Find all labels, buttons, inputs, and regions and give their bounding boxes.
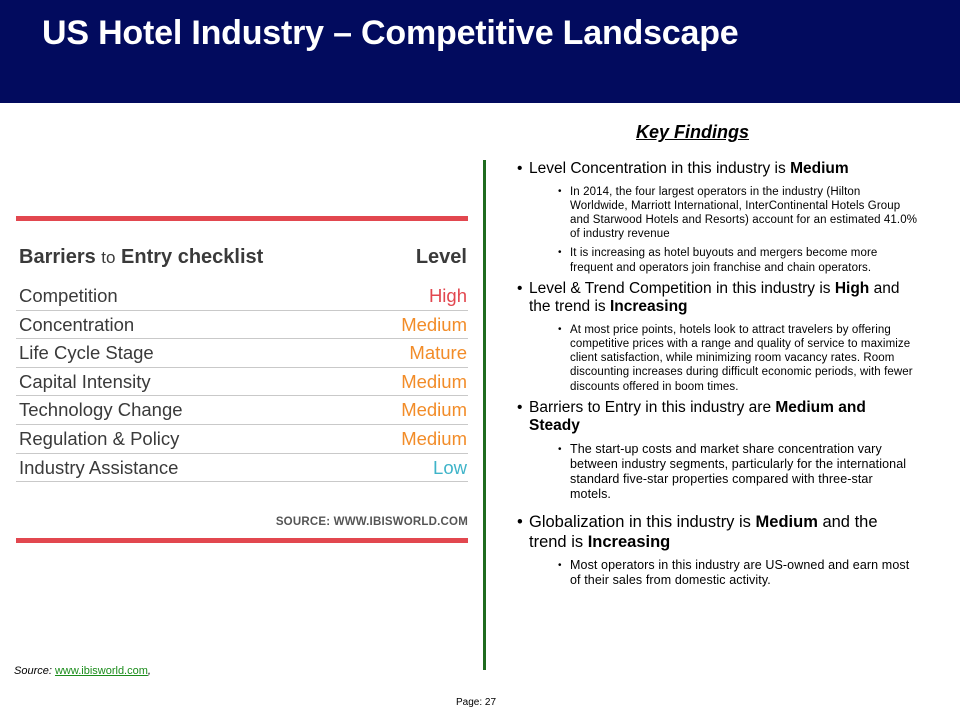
key-findings-list — [517, 160, 917, 593]
row-factor: Concentration — [19, 313, 135, 335]
checklist-row — [16, 339, 468, 368]
vertical-divider — [483, 160, 486, 670]
finding-sub: • In 2014, the four largest operators in the industry (Hilton Worldwide, Marriott International, InterContinental Hotels Group and Starwood Hotels and Resorts) account for an estimated 41.0% of industry revenue — [558, 185, 917, 242]
title-banner — [0, 0, 960, 103]
checklist-row — [16, 368, 468, 397]
row-level: Mature — [409, 342, 467, 364]
row-factor: Life Cycle Stage — [19, 342, 154, 364]
checklist-rows — [16, 282, 468, 482]
source-note: Source: www.ibisworld.com, — [14, 665, 151, 677]
row-level: Medium — [401, 370, 467, 392]
checklist-row — [16, 454, 468, 483]
panel-bottom-rule — [16, 538, 468, 543]
finding-concentration: • Level Concentration in this industry is Medium — [517, 160, 917, 179]
row-factor: Regulation & Policy — [19, 427, 180, 449]
checklist-row — [16, 311, 468, 340]
row-level: High — [428, 285, 467, 306]
row-factor: Industry Assistance — [19, 456, 179, 478]
barriers-checklist-panel — [16, 216, 468, 546]
checklist-heading: Barriers to Entry checklist Level — [19, 246, 467, 268]
row-level: Medium — [401, 427, 467, 449]
row-factor: Capital Intensity — [19, 370, 151, 392]
finding-globalization: • Globalization in this industry is Medium and the trend is Increasing — [517, 512, 917, 552]
finding-sub: • It is increasing as hotel buyouts and mergers become more frequent and operators join franchise and chain operators. — [558, 246, 917, 274]
row-level: Medium — [401, 313, 467, 335]
finding-sub: • Most operators in this industry are US-owned and earn most of their sales from domestic activity. — [558, 558, 917, 588]
checklist-row — [16, 396, 468, 425]
finding-sub: • The start-up costs and market share concentration vary between industry segments, particularly for the international standard five-star properties compared with three-star motels. — [558, 442, 917, 503]
panel-source: SOURCE: WWW.IBISWORLD.COM — [275, 516, 468, 528]
finding-barriers: • Barriers to Entry in this industry are Medium and Steady — [517, 399, 917, 436]
page-title: US Hotel Industry – Competitive Landscape — [42, 14, 739, 52]
row-factor: Technology Change — [19, 399, 183, 421]
checklist-row — [16, 425, 468, 454]
level-column-header: Level — [415, 246, 467, 268]
finding-competition: • Level & Trend Competition in this industry is High and the trend is Increasing — [517, 280, 917, 317]
checklist-row — [16, 282, 468, 311]
panel-top-rule — [16, 216, 468, 221]
row-level: Medium — [401, 399, 467, 421]
finding-sub: • At most price points, hotels look to attract travelers by offering competitive prices with a range and quality of service to maximize client satisfaction, while minimizing room vacancy rates. Room discounting increases during difficult economic periods, with fewer discounts offered in boom times. — [558, 323, 917, 394]
page-number: Page: 27 — [456, 697, 497, 708]
key-findings-title: Key Findings — [636, 122, 750, 142]
source-link[interactable]: www.ibisworld.com — [54, 665, 148, 677]
row-factor: Competition — [19, 285, 118, 306]
row-level: Low — [433, 456, 467, 478]
